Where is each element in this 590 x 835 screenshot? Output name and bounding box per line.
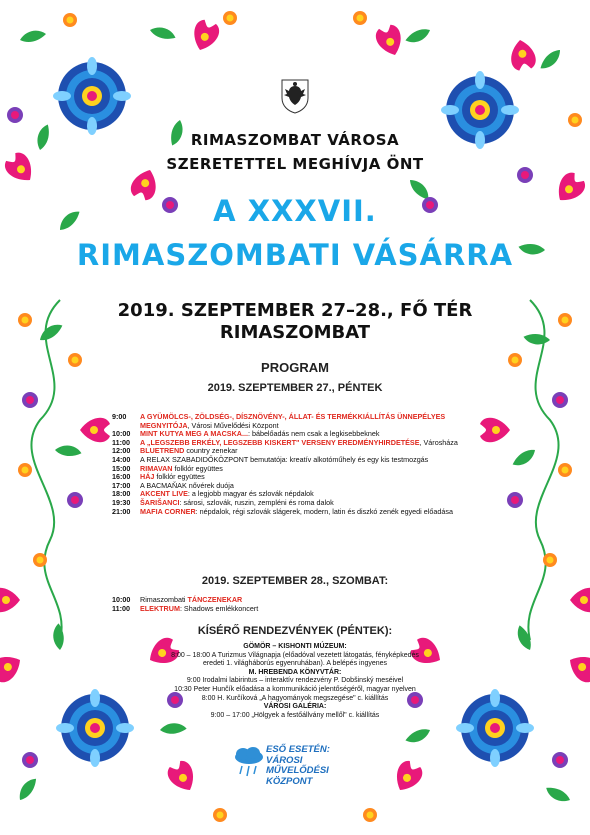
title-line-1: A XXXVII. — [213, 194, 377, 228]
schedule-time: 10:00 — [112, 595, 131, 604]
schedule-text: , Városháza — [419, 437, 458, 447]
side-events — [120, 643, 470, 720]
schedule-text: A BACMAŇAK nővérek duója — [140, 480, 234, 490]
schedule-highlight: A „LEGSZEBB ERKÉLY, LEGSZEBB KISKERT" VERSENY EREDMÉNYHIRDETÉSE — [140, 437, 420, 447]
right-vine — [480, 300, 590, 640]
schedule-time: 15:00 — [112, 463, 131, 473]
museum-line-2: eredeti 1. világháborús egyenruhában). A belépés ingyenes — [202, 660, 388, 668]
library-line-1: 9:00 Irodalmi labirintus – interaktív rendezvény P. Dobšinský meséivel — [186, 677, 404, 685]
schedule-text: , Városi Művelődési Központ — [187, 420, 279, 430]
schedule-highlight: RIMAVAN — [140, 463, 173, 473]
schedule-text: country zenekar — [184, 446, 238, 456]
library-line-2: 10:30 Peter Hunčík előadása a kommunikáció jelentőségéről, magyar nyelven — [174, 685, 416, 693]
event-date-line-1: 2019. SZEPTEMBER 27–28., FŐ TÉR — [117, 300, 473, 321]
rain-line-3: MŰVELŐDÉSI — [266, 765, 329, 776]
schedule-time: 10:00 — [112, 429, 131, 439]
left-vine — [0, 300, 110, 640]
schedule-highlight: ŠARIŠANCI — [140, 497, 180, 507]
side-events-title: KÍSÉRŐ RENDEZVÉNYEK (PÉNTEK): — [197, 625, 393, 637]
title-line-2: RIMASZOMBATI VÁSÁRRA — [76, 238, 514, 272]
schedule-text: folklór együttes — [172, 463, 223, 473]
schedule-text: : népdalok, régi szlovák slágerek, modern, latin és diszkó zenék egyedi előadása — [195, 506, 453, 516]
schedule-text: A RELAX SZABADIDŐKÖZPONT bemutatója: kreatív alkotóműhely és egy kis testmozgás — [140, 454, 429, 464]
schedule-highlight: BLUETREND — [140, 446, 185, 456]
schedule-time: 12:00 — [112, 446, 131, 456]
museum-line-1: 8:00 – 18:00 A Turizmus Világnapja (előadóval vezetett látogatás, fényképkedés — [171, 651, 419, 659]
program-label: PROGRAM — [261, 360, 329, 375]
day1-schedule — [112, 413, 472, 516]
schedule-row — [112, 605, 472, 614]
schedule-row — [112, 413, 472, 430]
gallery-line-1: 9:00 – 17:00 „Hölgyek a festőállvány mellől" c. kiállítás — [210, 711, 380, 719]
schedule-text: : bábelőadás nem csak a legkisebbeknek — [247, 429, 380, 439]
header-line-1: RIMASZOMBAT VÁROSA — [190, 131, 400, 149]
schedule-description — [140, 508, 472, 517]
schedule-text: : Shadows emlékkoncert — [179, 603, 259, 613]
schedule-time: 21:00 — [112, 506, 131, 516]
header-line-2: SZERETETTEL MEGHÍVJA ÖNT — [166, 155, 424, 173]
schedule-highlight: HÁJ — [140, 472, 155, 482]
museum-title: GÖMÖR – KISHONTI MÚZEUM: — [243, 643, 347, 650]
schedule-time: 14:00 — [112, 454, 131, 464]
rain-line-2: VÁROSI — [266, 754, 303, 766]
schedule-description — [140, 605, 472, 614]
schedule-time: 11:00 — [112, 437, 130, 447]
schedule-text: folklór együttes — [154, 472, 205, 482]
schedule-time: 9:00 — [112, 412, 127, 421]
schedule-description — [140, 413, 472, 430]
library-title: M. HREBENDA KÖNYVTÁR: — [248, 668, 342, 676]
schedule-time: 11:00 — [112, 603, 130, 613]
schedule-time: 16:00 — [112, 472, 131, 482]
coat-of-arms-icon — [280, 78, 310, 114]
schedule-highlight: ELEKTRUM — [140, 603, 180, 613]
rain-line-1: ESŐ ESETÉN: — [266, 744, 330, 755]
library-line-3: 8:00 H. Kurčíková „A hagyományok megszegése" c. kiállítás — [201, 694, 389, 702]
event-date-line-2: RIMASZOMBAT — [219, 322, 371, 343]
rain-cloud-icon — [232, 746, 266, 780]
schedule-highlight: MAFIA CORNER — [140, 506, 196, 516]
gallery-title: VÁROSI GALÉRIA: — [263, 703, 327, 711]
schedule-text: : sárosi, szlovák, ruszin, zempléni és roma dalok — [179, 497, 334, 507]
day1-title: 2019. SZEPTEMBER 27., PÉNTEK — [207, 382, 383, 394]
day2-schedule — [112, 596, 472, 613]
day2-title: 2019. SZEPTEMBER 28., SZOMBAT: — [201, 575, 389, 587]
schedule-time: 18:00 — [112, 489, 131, 499]
schedule-time: 19:30 — [112, 497, 131, 507]
schedule-highlight: AKCENT LIVE — [140, 489, 188, 499]
schedule-text: : a legjobb magyar és szlovák népdalok — [187, 489, 314, 499]
schedule-prefix: Rimaszombati — [140, 595, 188, 604]
schedule-highlight: A GYÜMÖLCS-, ZÖLDSÉG-, DÍSZNÖVÉNY-, ÁLLAT- ÉS TERMÉKKIÁLLÍTÁS ÜNNEPÉLYES MEGNYITÓJA — [140, 412, 446, 430]
schedule-highlight: MINT KUTYA MEG A MACSKA... — [140, 429, 248, 439]
schedule-row — [112, 508, 472, 517]
rain-line-4: KÖZPONT — [266, 775, 313, 787]
schedule-highlight: TÁNCZENEKAR — [187, 595, 243, 604]
rain-notice — [266, 745, 330, 787]
schedule-time: 17:00 — [112, 480, 131, 490]
